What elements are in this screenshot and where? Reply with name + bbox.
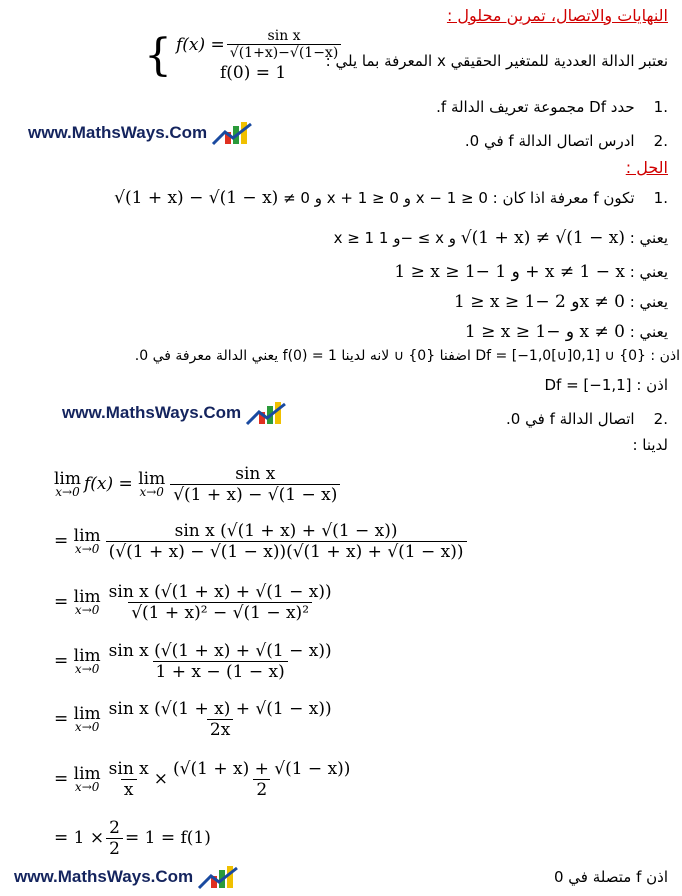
solution-line-5: اذن : Df = [−1,0[∪]0,1] ∪ {0} اضفنا {0} ∪ لانه لدينا f(0) = 1 يعني الدالة معرفة في 0.: [134, 348, 680, 364]
question-1: [436, 98, 668, 116]
q2-text: ادرس اتصال الدالة f في 0.: [464, 132, 635, 150]
times-sign: ×: [153, 769, 169, 789]
l1-text: x ≥ 1 و 1− ≤ x و: [333, 229, 457, 247]
exercise-intro: نعتبر الدالة العددية للمتغير الحقيقي x المعرفة بما يلي :: [325, 52, 668, 70]
s2-text: اتصال الدالة f في 0.: [506, 410, 635, 428]
solution-line-3: [454, 292, 668, 312]
deriv-step-1: [54, 510, 469, 572]
equals-sign: =: [54, 531, 69, 551]
question-2: [465, 132, 668, 150]
l2-text: 1 ≥ x ≥ 1− و 1 + x ≠ 1 − x: [394, 262, 625, 282]
solution-title: الحل :: [625, 158, 668, 177]
derivation-block: [54, 458, 469, 866]
watermark-text: www.MathsWays.Com: [28, 123, 208, 142]
def-fraction: [227, 28, 342, 61]
deriv-step-3: [54, 632, 469, 690]
lim-operator: lim x→0: [138, 469, 166, 499]
solution-line-1: [334, 228, 668, 248]
have-label: لدينا :: [632, 436, 668, 454]
deriv-fraction: $\frac{2}{2}$: [106, 818, 123, 859]
deriv-fraction: $\frac{\text{sin x}}{√(1 + x) - √(1 - x)}$: [170, 464, 340, 505]
equals-sign: =: [54, 769, 69, 789]
s1-math: √(1 + x) − √(1 − x): [114, 188, 279, 208]
solution-step-2: [506, 410, 668, 428]
function-definition: [144, 28, 343, 83]
deriv-step-4: [54, 690, 469, 748]
deriv-step-0: [54, 458, 469, 510]
deriv-fraction: $\frac{\text{sin x}}{x}$: [108, 758, 149, 800]
deriv-fraction: $\frac{\text{sin x (√(1 + x) + √(1 − x))}}{2x}$: [108, 698, 332, 740]
def-lhs: f(x) =: [176, 34, 225, 55]
page-title: النهايات والاتصال، تمرين محلول :: [446, 6, 668, 25]
deriv-fraction: $\frac{\text{sin x (√(1 + x) + √(1 − x))}}{(√(1 + x) - √(1 - x))(√(1 + x) + √(1 - x))}$: [106, 521, 467, 562]
def-line2: f(0) = 1: [220, 63, 287, 83]
conclusion: اذن f متصلة في 0: [553, 868, 668, 886]
watermark-text: www.MathsWays.Com: [62, 403, 242, 422]
lim-operator: lim x→0: [73, 646, 101, 676]
brace-symbol: {: [144, 29, 172, 81]
s1-text: تكون f معرفة اذا كان : 0 ≤ x − 1 و 0 ≤ x + 1 و 0 ≠: [283, 189, 635, 207]
l4-text: 1 ≥ x ≥ 1− و x ≠ 0: [464, 322, 625, 342]
solution-line-2: [394, 262, 668, 282]
watermark-logo: [14, 864, 243, 890]
chart-logo-icon: [245, 400, 291, 426]
lim-operator: lim x→0: [54, 469, 81, 499]
l4-label: يعني :: [629, 323, 668, 341]
solution-line-4: [465, 322, 668, 342]
lim-operator: lim x→0: [73, 526, 101, 556]
watermark-text: www.MathsWays.Com: [14, 867, 194, 886]
deriv-step-5: [54, 748, 469, 810]
l3-text: 1 ≥ x ≥ 1− و 2x ≠ 0: [454, 292, 625, 312]
q1-text: حدد Df مجموعة تعريف الدالة f.: [436, 98, 635, 116]
equals-sign: =: [54, 651, 69, 671]
watermark-logo: [28, 120, 257, 146]
watermark-logo: [62, 400, 291, 426]
q2-number: .2: [653, 132, 668, 150]
equals-sign: =: [54, 709, 69, 729]
deriv-fraction: $\frac{\text{sin x (√(1 + x) + √(1 − x))}}{1 + x - (1 - x)}$: [108, 640, 332, 682]
q1-number: .1: [653, 98, 668, 116]
deriv-lhs: f(x) =: [84, 474, 133, 494]
l2-label: يعني :: [629, 263, 668, 281]
solution-step-1: [114, 188, 668, 208]
deriv-fraction: $\frac{(√(1 + x) + √(1 - x))}{2}$: [173, 758, 351, 800]
l3-label: يعني :: [629, 293, 668, 311]
equals-sign: =: [54, 592, 69, 612]
lim-operator: lim x→0: [73, 764, 101, 794]
deriv-step-2: [54, 572, 469, 632]
deriv-fraction: $\frac{\text{sin x (√(1 + x) + √(1 − x))}}{\text{√(1 + x)² − √(1 − x)²}}$: [108, 581, 332, 623]
l1-math: √(1 + x) ≠ √(1 − x): [460, 228, 625, 248]
s2-number: .2: [653, 410, 668, 428]
chart-logo-icon: [197, 864, 243, 890]
deriv-final-pre: = 1 ×: [54, 828, 105, 848]
def-denominator: √(1+x)−√(1−x): [227, 44, 342, 61]
lim-operator: lim x→0: [73, 704, 101, 734]
lim-operator: lim x→0: [73, 587, 101, 617]
deriv-step-6: [54, 810, 469, 866]
l1-label: يعني :: [629, 229, 668, 247]
chart-logo-icon: [211, 120, 257, 146]
solution-line-6: اذن : Df = [−1,1]: [544, 376, 668, 394]
s1-number: .1: [653, 189, 668, 207]
deriv-final-post: = 1 = f(1): [124, 828, 211, 848]
def-numerator: sin x: [267, 28, 301, 44]
